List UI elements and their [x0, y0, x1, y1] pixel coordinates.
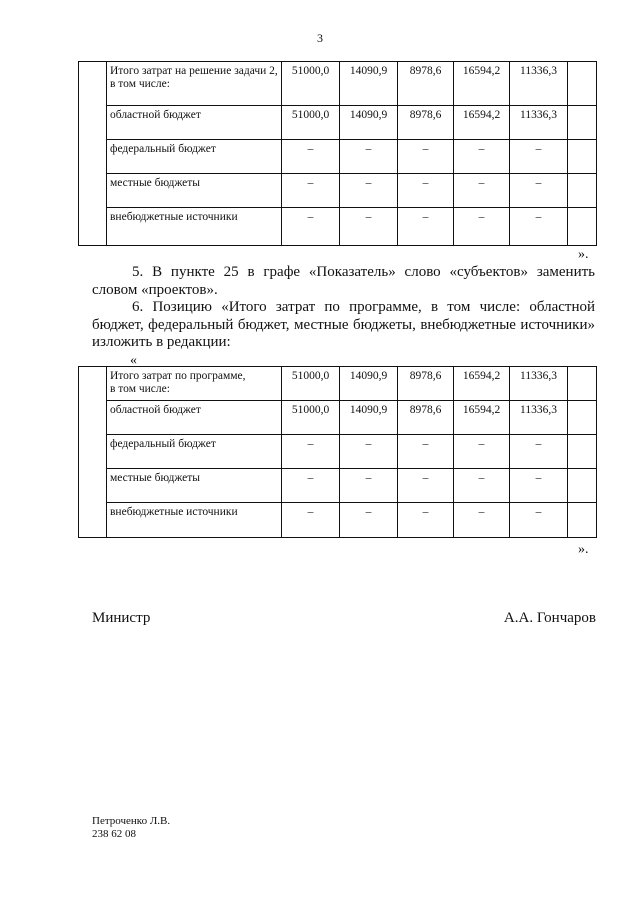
table-row — [79, 401, 597, 435]
value-cell: – — [510, 503, 568, 538]
value-cell: 16594,2 — [454, 62, 510, 106]
value-cell: 11336,3 — [510, 106, 568, 140]
table-row — [79, 435, 597, 469]
value-cell: – — [454, 503, 510, 538]
value-cell: – — [398, 469, 454, 503]
table-row — [79, 106, 597, 140]
value-cell: – — [340, 174, 398, 208]
value-cell: 51000,0 — [282, 62, 340, 106]
budget-table-2 — [78, 366, 597, 538]
value-cell — [568, 469, 597, 503]
executor-phone: 238 62 08 — [92, 828, 136, 840]
value-cell: 8978,6 — [398, 62, 454, 106]
value-cell: – — [340, 208, 398, 246]
table-row — [79, 140, 597, 174]
row-label: внебюджетные источники — [107, 503, 282, 538]
value-cell: 16594,2 — [454, 106, 510, 140]
table-row — [79, 367, 597, 401]
value-cell: – — [398, 174, 454, 208]
closing-quote-2: ». — [578, 542, 589, 557]
value-cell: – — [454, 140, 510, 174]
value-cell: 14090,9 — [340, 401, 398, 435]
paragraph-6: 6. Позицию «Итого затрат по программе, в том числе: областной бюджет, федеральный бюджет, местные бюджеты, внебюджетные источники» изложить в редакции: — [92, 299, 595, 350]
value-cell: 16594,2 — [454, 367, 510, 401]
table-row — [79, 503, 597, 538]
value-cell — [568, 106, 597, 140]
value-cell: – — [282, 208, 340, 246]
table-row — [79, 62, 597, 106]
value-cell: – — [340, 469, 398, 503]
value-cell: 11336,3 — [510, 62, 568, 106]
executor-info — [92, 815, 170, 841]
value-cell — [568, 140, 597, 174]
row-label: областной бюджет — [107, 401, 282, 435]
value-cell: 11336,3 — [510, 401, 568, 435]
value-cell: – — [282, 469, 340, 503]
page-number: 3 — [317, 31, 323, 45]
empty-index-cell — [79, 62, 107, 246]
table-row — [79, 469, 597, 503]
value-cell: 8978,6 — [398, 367, 454, 401]
value-cell: 51000,0 — [282, 401, 340, 435]
row-label: Итого затрат по программе, в том числе: — [107, 367, 282, 401]
opening-quote: « — [130, 353, 137, 368]
value-cell — [568, 503, 597, 538]
table-row — [79, 208, 597, 246]
value-cell: – — [340, 140, 398, 174]
value-cell: – — [282, 503, 340, 538]
value-cell: – — [282, 174, 340, 208]
value-cell: 11336,3 — [510, 367, 568, 401]
executor-name: Петроченко Л.В. — [92, 815, 171, 827]
value-cell: – — [398, 435, 454, 469]
value-cell: – — [282, 140, 340, 174]
value-cell: – — [398, 503, 454, 538]
value-cell: 16594,2 — [454, 401, 510, 435]
value-cell — [568, 401, 597, 435]
budget-table-1 — [78, 61, 597, 246]
closing-quote-1: ». — [578, 247, 589, 262]
value-cell: – — [340, 503, 398, 538]
signature-title: Министр — [92, 610, 151, 626]
value-cell — [568, 174, 597, 208]
value-cell: – — [510, 208, 568, 246]
table-row — [79, 174, 597, 208]
value-cell: – — [340, 435, 398, 469]
value-cell: – — [398, 140, 454, 174]
value-cell: 8978,6 — [398, 106, 454, 140]
value-cell: – — [454, 435, 510, 469]
value-cell: – — [454, 174, 510, 208]
value-cell — [568, 208, 597, 246]
signature-name: А.А. Гончаров — [503, 610, 596, 626]
value-cell: 14090,9 — [340, 367, 398, 401]
value-cell: 51000,0 — [282, 367, 340, 401]
value-cell: – — [454, 208, 510, 246]
value-cell — [568, 435, 597, 469]
value-cell — [568, 62, 597, 106]
value-cell: 51000,0 — [282, 106, 340, 140]
value-cell: – — [510, 140, 568, 174]
row-label: областной бюджет — [107, 106, 282, 140]
row-label: местные бюджеты — [107, 469, 282, 503]
value-cell: 8978,6 — [398, 401, 454, 435]
value-cell: 14090,9 — [340, 106, 398, 140]
value-cell: – — [510, 174, 568, 208]
row-label: местные бюджеты — [107, 174, 282, 208]
value-cell: – — [454, 469, 510, 503]
value-cell: 14090,9 — [340, 62, 398, 106]
value-cell: – — [510, 469, 568, 503]
value-cell: – — [282, 435, 340, 469]
value-cell: – — [398, 208, 454, 246]
row-label: Итого затрат на решение задачи 2, в том числе: — [107, 62, 282, 106]
empty-index-cell — [79, 367, 107, 538]
row-label: федеральный бюджет — [107, 140, 282, 174]
row-label: внебюджетные источники — [107, 208, 282, 246]
paragraph-5: 5. В пункте 25 в графе «Показатель» слово «субъектов» заменить словом «проектов». — [92, 264, 595, 298]
value-cell: – — [510, 435, 568, 469]
row-label: федеральный бюджет — [107, 435, 282, 469]
value-cell — [568, 367, 597, 401]
